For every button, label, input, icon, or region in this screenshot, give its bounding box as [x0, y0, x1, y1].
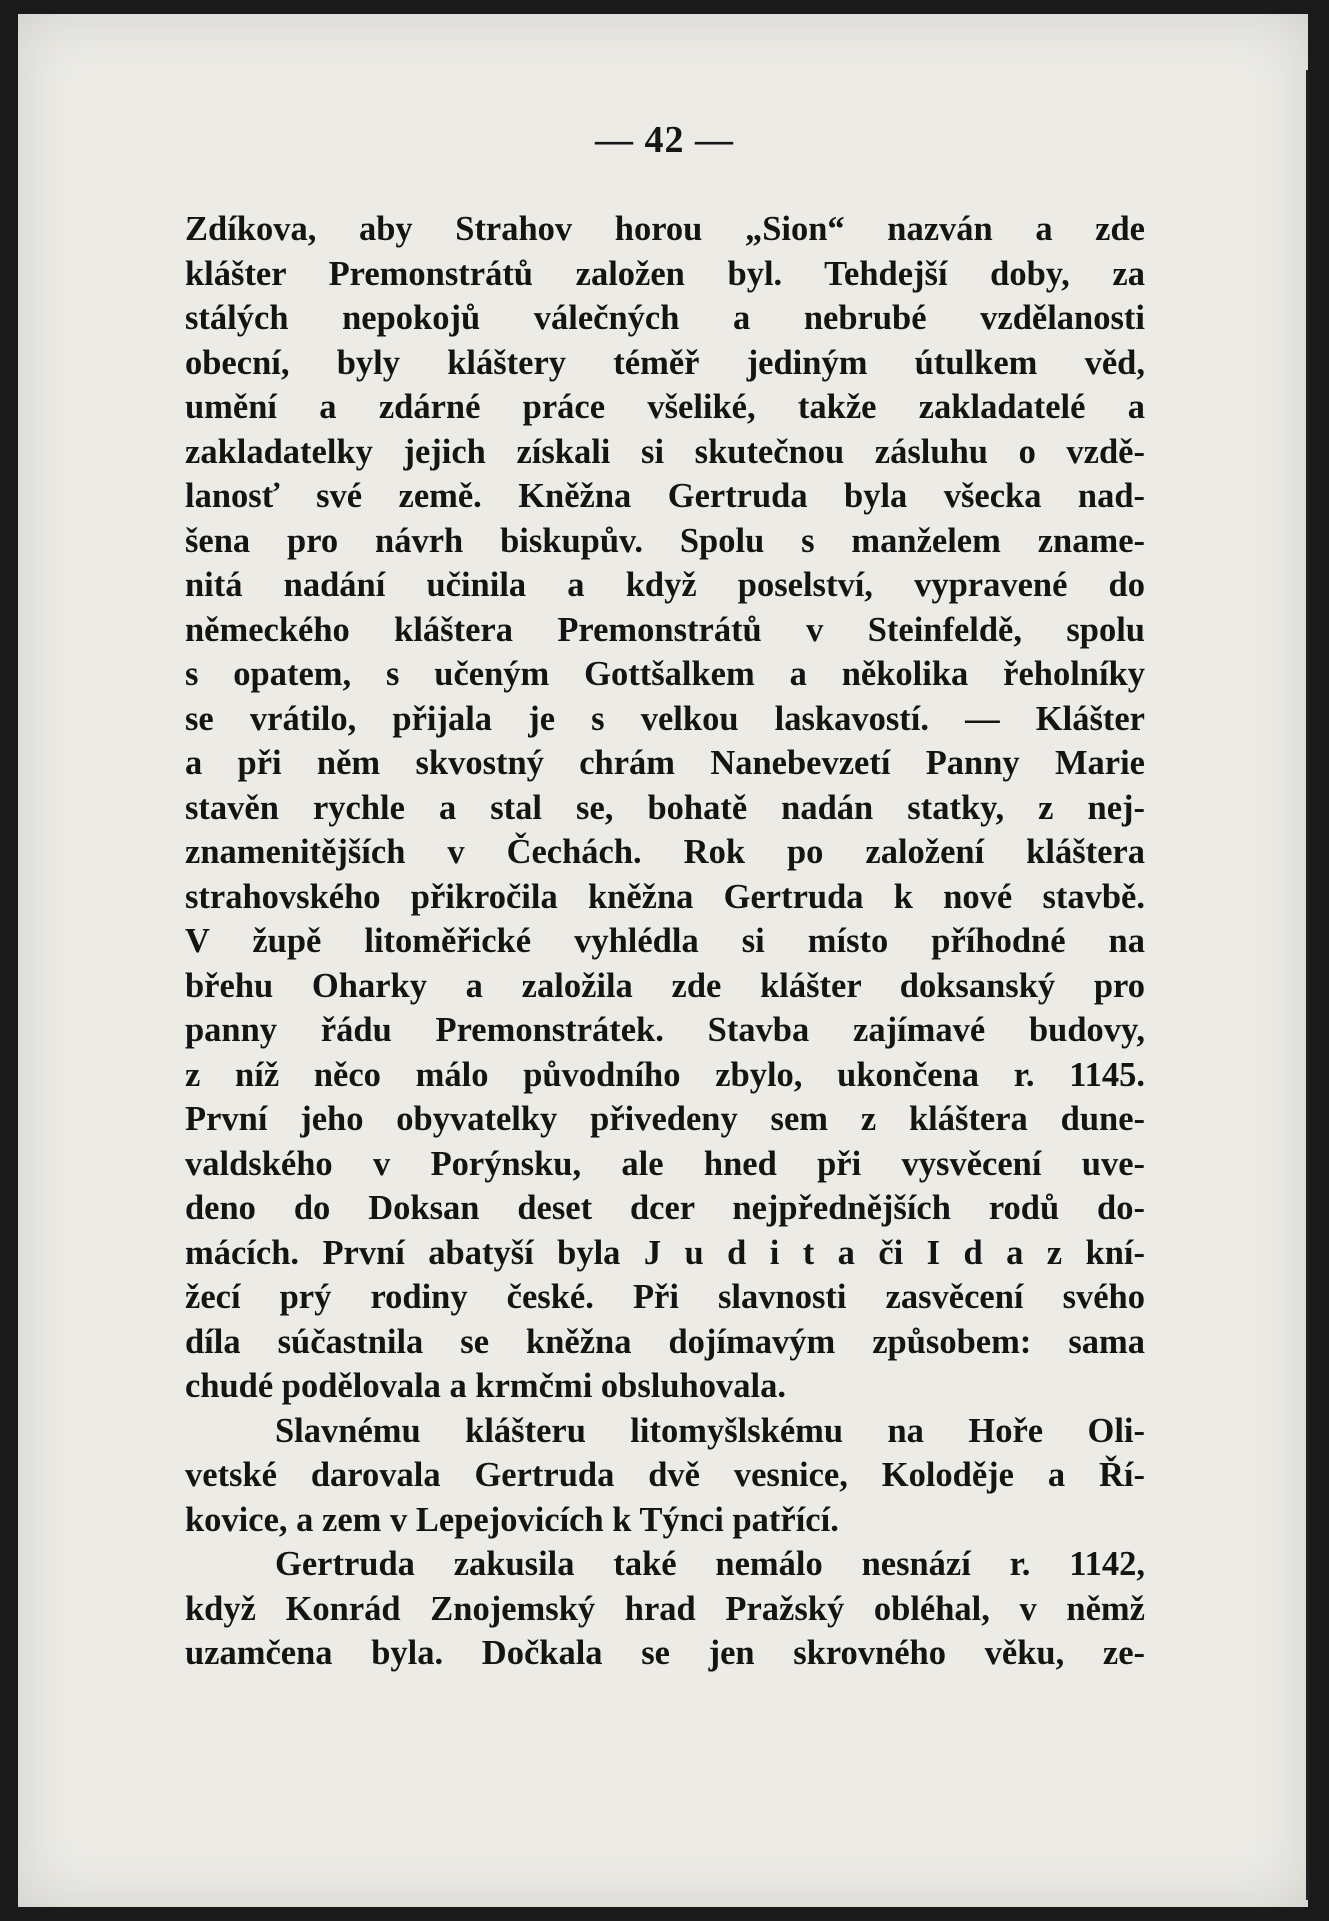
text-line: žecí prý rodiny české. Při slavnosti zasvěcení svého [185, 1278, 1145, 1316]
text-line: břehu Oharky a založila zde klášter doksanský pro [185, 966, 1145, 1005]
text-line: kovice, a zem v Lepejovicích k Týnci patřící. [185, 1500, 839, 1539]
text-line: díla súčastnila se kněžna dojímavým způsobem: sama [185, 1322, 1145, 1361]
text-line: nitá nadání učinila a když poselství, vypravené do [185, 566, 1145, 604]
text-line: znamenitějších v Čechách. Rok po založení kláštera [185, 833, 1145, 871]
text-line: valdského v Porýnsku, ale hned při vysvěcení uve- [185, 1144, 1145, 1183]
text-line: se vrátilo, přijala je s velkou laskavostí. — Klášter [185, 699, 1145, 738]
text-line: Slavnému klášteru litomyšlskému na Hoře Oli- [275, 1411, 1145, 1450]
text-line: z níž něco málo původního zbylo, ukončena r. 1145. [185, 1055, 1145, 1094]
text-line: umění a zdárné práce všeliké, takže zakladatelé a [185, 388, 1145, 426]
text-line: vetské darovala Gertruda dvě vesnice, Koloděje a Ří- [185, 1456, 1145, 1494]
text-line: šena pro návrh biskupův. Spolu s manželem znamе- [185, 521, 1145, 560]
text-line: Zdíkova, aby Strahov horou „Sion“ nazván a zde [185, 210, 1145, 248]
page-edge-shadow [1306, 70, 1309, 1900]
text-line: stavěn rychle a stal se, bohatě nadán statky, z nej- [185, 788, 1145, 827]
text-line: chudé podělovala a krmčmi obsluhovala. [185, 1367, 786, 1405]
text-line: když Konrád Znojemský hrad Pražský obléhal, v němž [185, 1589, 1145, 1628]
text-line: uzamčena byla. Dočkala se jen skrovného věku, ze- [185, 1634, 1145, 1672]
text-line: Gertruda zakusila také nemálo nesnází r. 1142, [275, 1545, 1145, 1583]
body-text [185, 207, 1145, 1676]
text-line: První jeho obyvatelky přivedeny sem z kláštera dune- [185, 1100, 1145, 1138]
page-number: — 42 — [595, 119, 734, 161]
text-line: německého kláštera Premonstrátů v Steinfeldě, spolu [185, 610, 1145, 649]
text-line: panny řádu Premonstrátek. Stavba zajímavé budovy, [185, 1011, 1145, 1049]
text-line: stálých nepokojů válečných a nebrubé vzdělanosti [185, 299, 1145, 337]
text-line: deno do Doksan deset dcer nejpřednějších rodů do- [185, 1189, 1145, 1227]
text-line: klášter Premonstrátů založen byl. Tehdejší doby, za [185, 254, 1145, 293]
text-line: obecní, byly kláštery téměř jediným útulkem věd, [185, 343, 1145, 382]
text-line: s opatem, s učeným Gottšalkem a několika řeholníky [185, 655, 1145, 693]
text-line: a při něm skvostný chrám Nanebevzetí Panny Marie [185, 744, 1145, 782]
text-line: mácích. První abatyší byla J u d i t a či I d a z kní- [185, 1233, 1145, 1272]
text-line: V župě litoměřické vyhlédla si místo příhodné na [185, 922, 1145, 960]
text-line: strahovského přikročila kněžna Gertruda k nové stavbě. [185, 877, 1145, 916]
text-line: lanosť své země. Kněžna Gertruda byla všecka nad- [185, 477, 1145, 515]
text-line: zakladatelky jejich získali si skutečnou zásluhu o vzdě- [185, 432, 1145, 471]
